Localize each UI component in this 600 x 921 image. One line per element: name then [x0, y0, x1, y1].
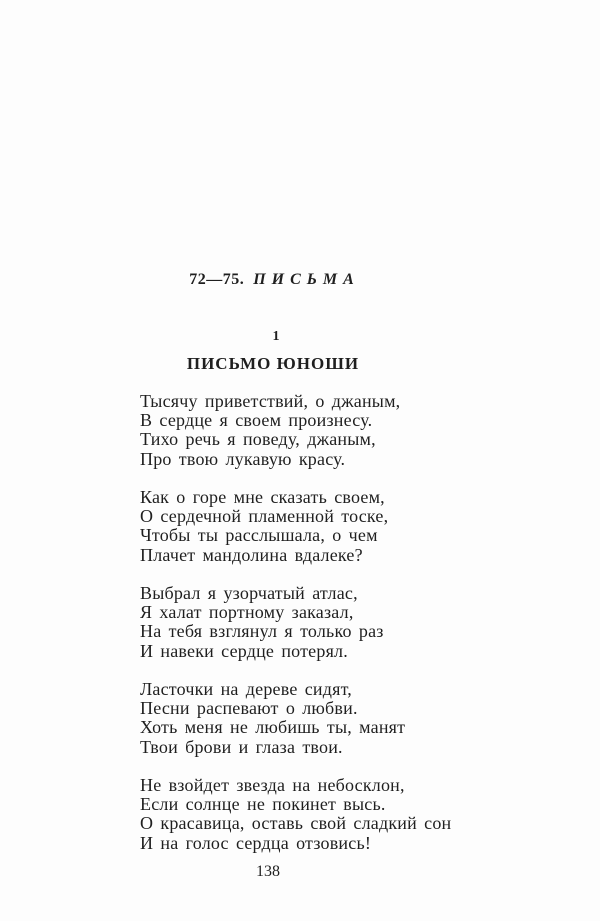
poem-title: ПИСЬМО ЮНОШИ [186, 354, 360, 373]
stanza [140, 392, 451, 469]
stanza [140, 680, 451, 757]
page-number: 138 [256, 863, 280, 880]
poem-line: Выбрал я узорчатый атлас, [140, 583, 358, 603]
poem-line: Если солнце не покинет высь. [140, 794, 386, 815]
poem-line: Как о горе мне сказать своем, [140, 487, 385, 507]
poem-line: О сердечной пламенной тоске, [140, 506, 389, 527]
poem-line: Ласточки на дереве сидят, [140, 679, 352, 699]
poem-line: На тебя взглянул я только раз [140, 621, 384, 642]
poem-line: И навеки сердце потерял. [140, 640, 348, 661]
section-range: 72—75. [189, 271, 245, 288]
poem-line: Хоть меня не любишь ты, манят [140, 717, 406, 738]
poem-line: Тысячу приветствий, о джаным, [140, 391, 401, 411]
stanza [140, 488, 451, 565]
poem-line: Чтобы ты расслышала, о чем [140, 525, 378, 546]
poem-line: Песни распевают о любви. [140, 698, 358, 719]
poem-line: В сердце я своем произнесу. [140, 410, 373, 431]
poem-line: Не взойдет звезда на небосклон, [140, 775, 405, 795]
poem-body [140, 392, 451, 853]
section-title: П И С Ь М А [253, 271, 355, 288]
poem-line: Про твою лукавую красу. [140, 448, 346, 469]
poem-line: И на голос сердца отзовись! [140, 832, 372, 853]
poem-line: Плачет мандолина вдалеке? [140, 544, 363, 565]
section-header [0, 271, 572, 289]
stanza [140, 584, 451, 661]
poem-line: Я халат портному заказал, [140, 602, 354, 623]
poem-line: О красавица, оставь свой сладкий сон [140, 813, 452, 834]
poem-line: Тихо речь я поведу, джаным, [140, 429, 376, 450]
stanza [140, 776, 451, 853]
poem-line: Твои брови и глаза твои. [140, 736, 343, 757]
poem-number: 1 [272, 329, 280, 344]
